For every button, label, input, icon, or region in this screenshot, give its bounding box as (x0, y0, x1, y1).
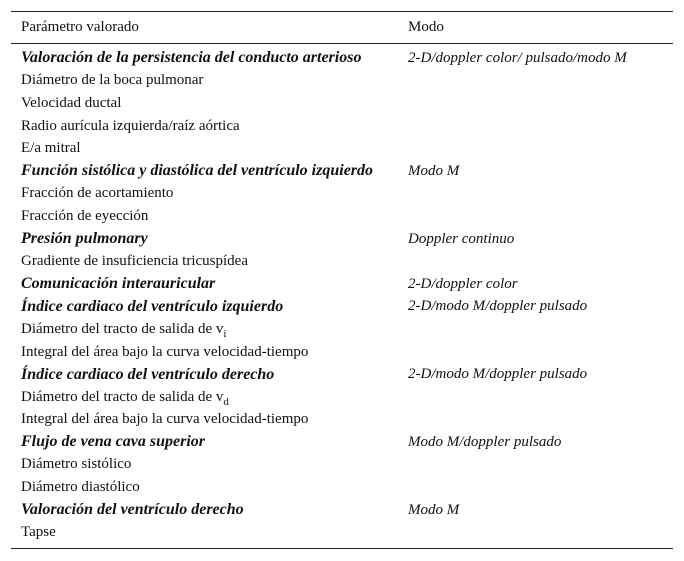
parameter-text: Gradiente de insuficiencia tricuspídea (21, 253, 248, 270)
table-row (11, 160, 673, 183)
parameter-cell (11, 95, 399, 112)
parameter-subscript: i (223, 327, 227, 340)
table-row (11, 521, 673, 544)
section-title (11, 230, 399, 248)
parameter-cell (11, 411, 399, 428)
table-body (11, 44, 673, 548)
table-row (11, 431, 673, 454)
parameter-cell (11, 389, 399, 406)
parameter-text: Diámetro de la boca pulmonar (21, 72, 204, 89)
section-title (11, 366, 399, 384)
header-modo: Modo (408, 19, 444, 35)
parameter-cell (11, 185, 399, 202)
parameter-subscript: d (223, 395, 229, 408)
parameter-text: Diámetro sistólico (21, 456, 132, 473)
parameter-cell (11, 321, 399, 338)
parameter-cell (11, 524, 399, 541)
parameter-cell (11, 253, 399, 270)
table-row (11, 228, 673, 251)
mode-cell: Modo M (408, 162, 460, 179)
parameter-text: Comunicación interauricular (21, 275, 216, 293)
parameter-text: Diámetro del tracto de salida de v (21, 320, 224, 337)
parameter-text: Fracción de acortamiento (21, 185, 174, 202)
table-row (11, 137, 673, 160)
mode-cell: Doppler continuo (408, 230, 515, 247)
table-row (11, 70, 673, 93)
parameter-text: Valoración de la persistencia del conducto arterioso (21, 49, 362, 67)
section-title (11, 298, 399, 316)
mode-cell: 2-D/modo M/doppler pulsado (408, 298, 588, 315)
table-row (11, 476, 673, 499)
section-title (11, 49, 399, 67)
table-row (11, 454, 673, 477)
section-title (11, 501, 399, 519)
parameter-cell (11, 72, 399, 89)
mode-cell: Modo M (408, 501, 460, 518)
header-parametro: Parámetro valorado (21, 19, 139, 35)
table-header (11, 12, 673, 44)
parameter-text: Radio aurícula izquierda/raíz aórtica (21, 117, 240, 134)
parameter-text: Velocidad ductal (21, 94, 122, 111)
parameter-text: Función sistólica y diastólica del ventrículo izquierdo (21, 162, 374, 180)
parameter-text: Integral del área bajo la curva velocidad-tiempo (21, 343, 309, 360)
parameter-cell (11, 456, 399, 473)
table-row (11, 115, 673, 138)
table-row (11, 183, 673, 206)
mode-cell: 2-D/modo M/doppler pulsado (408, 366, 588, 383)
section-title (11, 433, 399, 451)
parameter-cell (11, 208, 399, 225)
mode-cell: Modo M/doppler pulsado (408, 433, 562, 450)
table-row (11, 409, 673, 432)
parameter-text: Integral del área bajo la curva velocidad-tiempo (21, 411, 309, 428)
parameter-text: Diámetro diastólico (21, 479, 140, 496)
parameter-text: Presión pulmonary (21, 230, 148, 248)
table-row (11, 341, 673, 364)
table-row (11, 47, 673, 70)
parameter-text: Fracción de eyección (21, 207, 149, 224)
parameter-text: Índice cardiaco del ventrículo derecho (21, 365, 275, 383)
table-row (11, 296, 673, 319)
parameter-cell (11, 118, 399, 135)
table-row (11, 318, 673, 341)
table-row (11, 205, 673, 228)
mode-cell: 2-D/doppler color (408, 275, 518, 292)
table-row (11, 363, 673, 386)
table-row (11, 92, 673, 115)
mode-cell: 2-D/doppler color/ pulsado/modo M (408, 49, 627, 66)
section-title (11, 162, 399, 180)
parameter-text: Flujo de vena cava superior (21, 433, 205, 451)
parameter-text: E/a mitral (21, 140, 81, 157)
parameter-cell (11, 140, 399, 157)
parameter-text: Valoración del ventrículo derecho (21, 501, 244, 519)
parameter-text: Diámetro del tracto de salida de v (21, 388, 224, 405)
table-row (11, 499, 673, 522)
parameters-table (11, 11, 673, 549)
table-row (11, 273, 673, 296)
table-row (11, 386, 673, 409)
parameter-cell (11, 479, 399, 496)
table-row (11, 250, 673, 273)
parameter-text: Tapse (21, 524, 56, 541)
section-title (11, 275, 399, 293)
parameter-text: Índice cardiaco del ventrículo izquierdo (21, 297, 284, 315)
parameter-cell (11, 344, 399, 361)
